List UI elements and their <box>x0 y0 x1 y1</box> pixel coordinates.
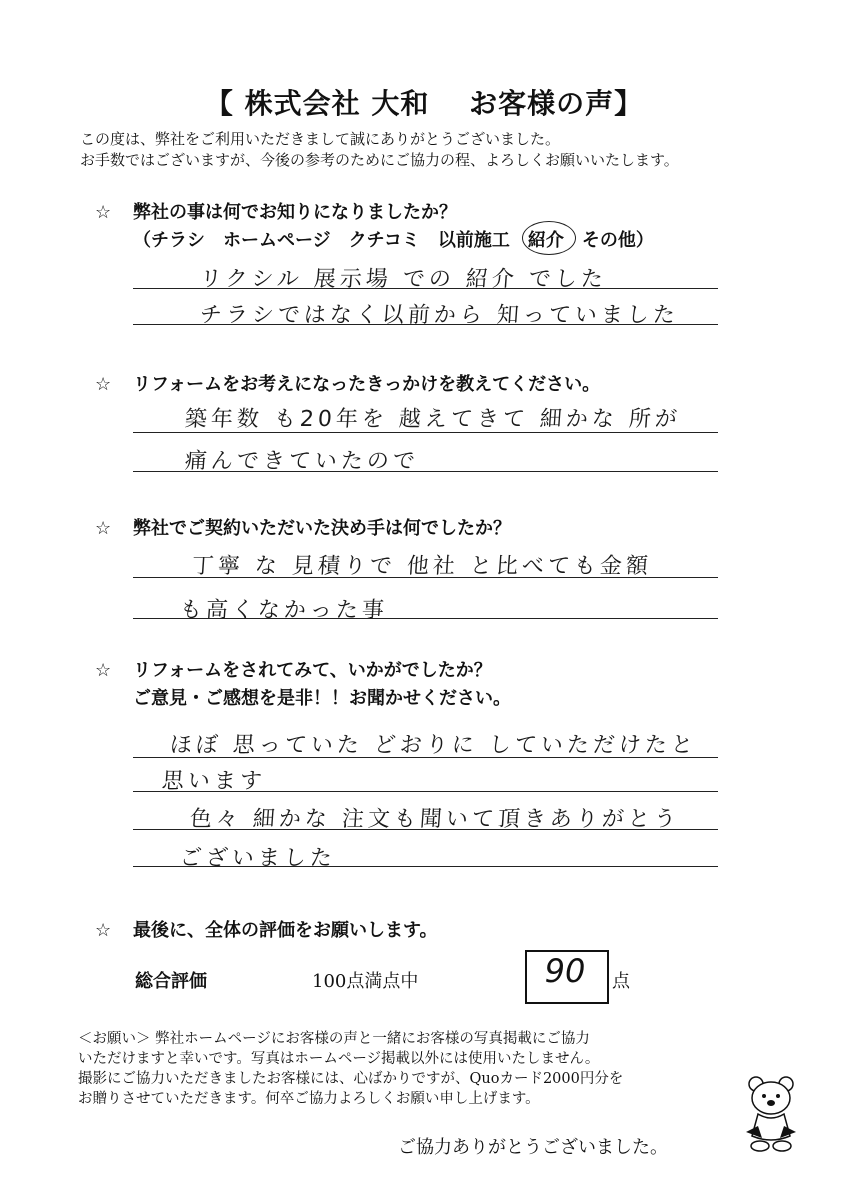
page-title: 【 株式会社 大和 お客様の声】 <box>204 87 644 120</box>
question-3 <box>95 514 511 540</box>
answer-3-line-2: も高くなかった事 <box>178 598 389 623</box>
question-2 <box>95 370 600 396</box>
answer-rule <box>133 288 718 289</box>
question-4 <box>95 656 492 682</box>
intro-line-1: この度は、弊社をご利用いただきまして誠にありがとうございました。 <box>80 130 561 148</box>
question-4-text: リフォームをされてみて、いかがでしたか？ <box>133 660 492 681</box>
question-2-text: リフォームをお考えになったきっかけを教えてください。 <box>133 374 601 395</box>
answer-4-line-4: ございました <box>178 846 337 871</box>
answer-rule <box>133 757 718 758</box>
question-1-text: 弊社の事は何でお知りになりましたか？ <box>133 202 457 223</box>
answer-rule <box>133 618 718 619</box>
answer-2-line-2: 痛んできていたので <box>183 449 420 474</box>
star-icon: ☆ <box>95 660 112 681</box>
question-4-subtext: ご意見・ご感想を是非！！お聞かせください。 <box>133 688 511 709</box>
answer-1-line-2: チラシではなく以前から 知っていました <box>198 303 680 328</box>
answer-4-line-3: 色々 細かな 注文も聞いて頂きありがとう <box>188 807 681 832</box>
answer-rule <box>133 324 718 325</box>
note-line-2: いただけますと幸いです。写真はホームページ掲載以外には使用いたしません。 <box>78 1051 600 1067</box>
question-5 <box>95 916 438 942</box>
bear-mascot-icon <box>738 1072 804 1154</box>
star-icon: ☆ <box>95 920 112 941</box>
note-line-4: お贈りさせていただきます。何卒ご協力よろしくお願い申し上げます。 <box>78 1091 540 1107</box>
score-value: 90 <box>544 952 586 990</box>
note-line-1: ＜お願い＞ 弊社ホームページにお客様の声と一緒にお客様の写真掲載にご協力 <box>78 1031 590 1047</box>
closing-text: ご協力ありがとうございました。 <box>398 1137 668 1158</box>
selection-circle-icon <box>522 221 576 255</box>
question-5-text: 最後に、全体の評価をお願いします。 <box>133 920 438 941</box>
question-1 <box>95 198 457 224</box>
scale-label: 100点満点中 <box>312 971 419 992</box>
rating-label: 総合評価 <box>135 971 207 992</box>
intro-line-2: お手数ではございますが、今後の参考のためにご協力の程、よろしくお願いいたします。 <box>80 151 679 169</box>
answer-rule <box>133 829 718 830</box>
answer-rule <box>133 432 718 433</box>
answer-rule <box>133 866 718 867</box>
option-selected: 紹介 <box>528 226 564 252</box>
answer-4-line-2: 思います <box>160 769 267 794</box>
star-icon: ☆ <box>95 374 112 395</box>
answer-rule <box>133 791 718 792</box>
question-1-options <box>133 226 654 252</box>
options-suffix: その他） <box>563 230 654 251</box>
answer-1-line-1: リクシル 展示場 での 紹介 でした <box>198 267 608 292</box>
answer-4-line-1: ほぼ 思っていた どおりに していただけたと <box>168 733 698 758</box>
question-3-text: 弊社でご契約いただいた決め手は何でしたか？ <box>133 518 511 539</box>
answer-rule <box>133 471 718 472</box>
star-icon: ☆ <box>95 202 112 223</box>
options-prefix: （チラシ ホームページ クチコミ 以前施工 <box>133 230 528 251</box>
answer-2-line-1: 築年数 も20年を 越えてきて 細かな 所が <box>183 407 682 432</box>
answer-3-line-1: 丁寧 な 見積りで 他社 と比べても金額 <box>190 554 653 579</box>
note-line-3: 撮影にご協力いただきましたお客様には、心ばかりですが、Quoカード2000円分を <box>78 1071 624 1087</box>
answer-rule <box>133 577 718 578</box>
star-icon: ☆ <box>95 518 112 539</box>
score-unit: 点 <box>612 971 630 992</box>
